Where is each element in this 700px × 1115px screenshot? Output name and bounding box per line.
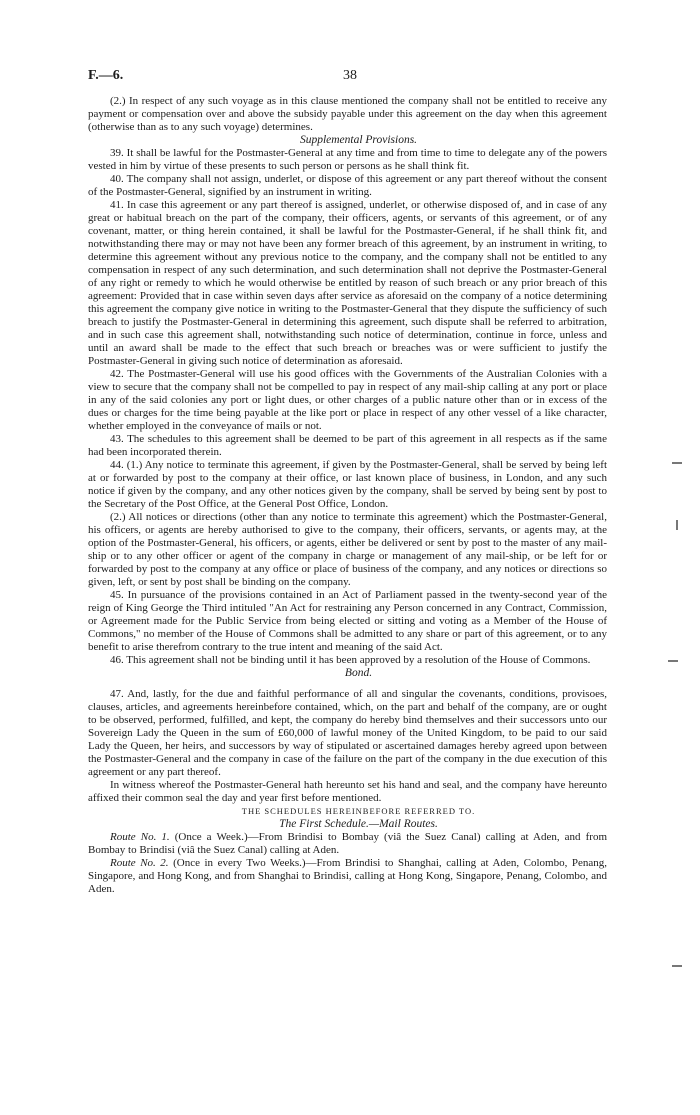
route-1-text: (Once a Week.)—From Brindisi to Bombay (viâ the Suez Canal) calling at Aden, and from Bombay to Brindisi (viâ the Suez Canal) calling at Aden. <box>88 831 608 856</box>
page-body <box>88 95 607 896</box>
route-2 <box>88 857 607 896</box>
margin-mark <box>672 462 682 464</box>
witness-clause: In witness whereof the Postmaster-General hath hereunto set his hand and seal, and the company have hereunto affixed their common seal the day and year first before mentioned. <box>88 779 607 804</box>
schedules-heading: THE SCHEDULES HEREINBEFORE REFERRED TO. <box>241 806 476 816</box>
margin-mark <box>676 520 678 530</box>
page-header <box>0 68 700 88</box>
route-2-label: Route No. 2. <box>110 857 169 869</box>
route-1-label: Route No. 1. <box>110 831 170 843</box>
margin-mark <box>672 965 682 967</box>
route-2-text: (Once in every Two Weeks.)—From Brindisi to Shanghai, calling at Aden, Colombo, Penang, Singapore, and Hong Kong, and from Shanghai to Brindisi, calling at Hong Kong, Singapore, Penang, Colombo, and Aden. <box>88 857 607 895</box>
provision-40: 40. The company shall not assign, underlet, or dispose of this agreement or any part thereof without the consent of the Postmaster-General, signified by an instrument in writing. <box>88 173 607 198</box>
provision-42: 42. The Postmaster-General will use his good offices with the Governments of the Australian Colonies with a view to secure that the company shall not be compelled to pay in respect of any mail-ship calling at any port or place in any of the said colonies any port or light dues, or other charges of a public nature other than or in excess of the dues or charges for the time being payable at the like port or place in respect of any other vessel of a like character, whether employed in the conveyance of mails or not. <box>88 368 607 432</box>
provision-44-2: (2.) All notices or directions (other than any notice to terminate this agreement) which the Postmaster-General, his officers, or agents are hereby authorised to give to the company, their officers, servants, or agents may, at the option of the Postmaster-General, his officers, or agents, either be delivered or sent by post to the master of any mail-ship or to any other officer or agent of the company in charge or management of any mail-ship, or be left for or forwarded by post to the company at any office or place of business of the company, and any notices or directions so given, left, or sent by post shall be binding on the company. <box>88 511 607 588</box>
provision-47: 47. And, lastly, for the due and faithful performance of all and singular the covenants, conditions, provisoes, clauses, articles, and agreements hereinbefore contained, which, on the part and behalf of the company, are or ought to be observed, performed, fulfilled, and kept, the company do hereby bind themselves and their successors unto our Sovereign Lady the Queen in the sum of £60,000 of lawful money of the United Kingdom, to be paid to our said Lady the Queen, her heirs, and successors by way of stipulated or ascertained damages hereby agreed upon between the Postmaster-General and the company in case of the failure on the part of the company in the due execution of this agreement or any part thereof. <box>88 688 607 778</box>
document-code: F.—6. <box>88 68 124 83</box>
provision-46: 46. This agreement shall not be binding until it has been approved by a resolution of the House of Commons. <box>110 654 591 666</box>
provision-44-1: 44. (1.) Any notice to terminate this agreement, if given by the Postmaster-General, shall be served by being left at or forwarded by post to the company at their office, or last known place of business, in London, and any such notice if given by the company, and any other notices given by the company, shall be served by being sent by post to the Secretary of the Post Office, at the General Post Office, London. <box>88 459 607 510</box>
provision-41: 41. In case this agreement or any part thereof is assigned, underlet, or otherwise disposed of, and in case of any great or habitual breach on the part of the company, their officers, agents, or servants of this agreement, or of any covenant, matter, or thing herein contained, it shall be lawful for the Postmaster-General, if he shall think fit, and notwithstanding there may or may not have been any former breach of this agreement, by an instrument in writing, to determine this agreement without any previous notice to the company, and the company shall not be entitled to any compensation in respect of any such determination, and such determination shall not deprive the Postmaster-General of any right or remedy to which he would otherwise be entitled by reason of such breach or any prior breach of this agreement: Provided that in case within seven days after service as aforesaid on the company of a notice determining this agreement the company give notice in writing to the Postmaster-General that they dispute the sufficiency of such breach to justify the Postmaster-General in determining this agreement, such dispute shall be referred to arbitration, and in such case this agreement shall, notwithstanding such notice of determination, continue in force, unless and until an award shall be made to the effect that such breach or breaches was or were sufficient to justify the Postmaster-General in giving such notice of determination as aforesaid. <box>88 199 607 367</box>
first-schedule-title: The First Schedule.—Mail Routes. <box>279 818 438 830</box>
page-number: 38 <box>343 68 357 83</box>
section-heading-bond: Bond. <box>344 667 373 679</box>
provision-39: 39. It shall be lawful for the Postmaster-General at any time and from time to time to delegate any of the powers vested in him by virtue of these presents to such person or persons as he shall think fit. <box>88 147 607 172</box>
provision-45: 45. In pursuance of the provisions contained in an Act of Parliament passed in the twenty-second year of the reign of King George the Third intituled "An Act for restraining any Person concerned in any Contract, Commission, or Agreement made for the Public Service from being elected or sitting and voting as a Member of the House of Commons," no member of the House of Commons shall be admitted to any share or part of this agreement, or to any benefit to arise therefrom contrary to the true intent and meaning of the said Act. <box>88 589 607 653</box>
paragraph: (2.) In respect of any such voyage as in this clause mentioned the company shall not be entitled to receive any payment or compensation over and above the subsidy payable under this agreement on the day when this agreement (otherwise than as to any such voyage) determines. <box>88 95 607 133</box>
margin-mark <box>668 660 678 662</box>
section-heading-supplemental: Supplemental Provisions. <box>299 134 418 146</box>
route-1 <box>88 831 607 857</box>
provision-43: 43. The schedules to this agreement shall be deemed to be part of this agreement in all respects as if the same had been incorporated therein. <box>88 433 607 458</box>
